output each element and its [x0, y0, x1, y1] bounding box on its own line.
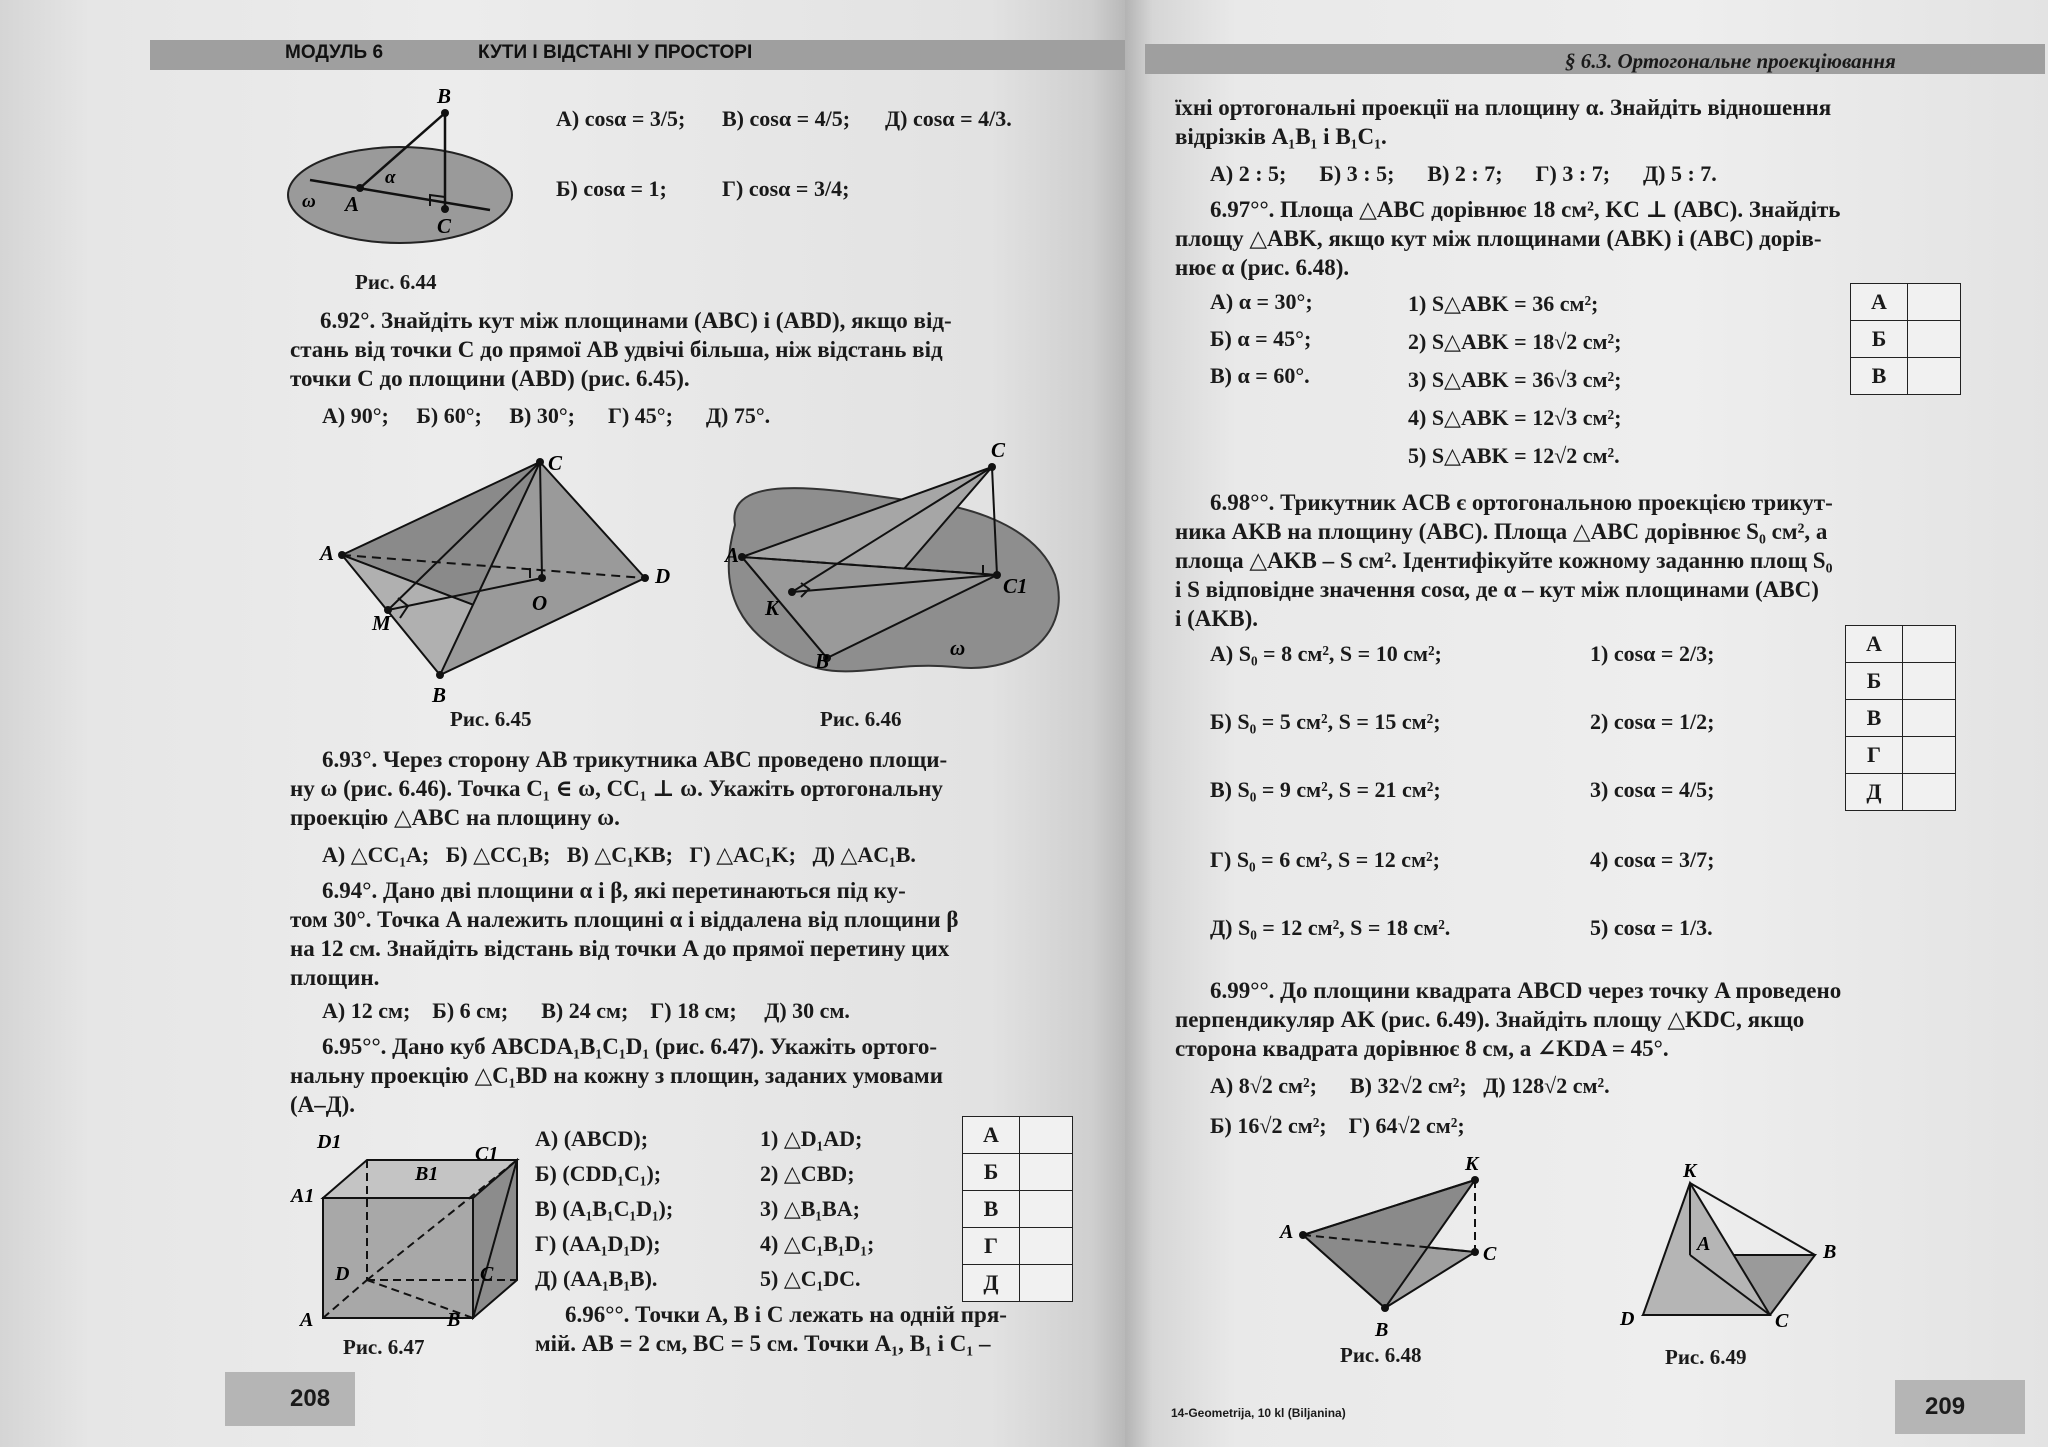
p697-line-3: нює α (рис. 6.48).: [1175, 255, 1350, 280]
p698-table-letter: Б: [1846, 663, 1903, 700]
opt-644-b: Б) cosα = 1;: [556, 176, 667, 201]
fig647-label-c1: C1: [475, 1143, 499, 1165]
figure-6-46: [705, 438, 1080, 685]
p697-answer-cell[interactable]: [1908, 321, 1961, 358]
fig649-label-k: K: [1683, 1160, 1697, 1182]
p697-table-letter: В: [1851, 358, 1908, 395]
fig645-label-d: D: [655, 564, 671, 588]
figure-6-48: [1280, 1150, 1545, 1341]
p695-answer-cell[interactable]: [1020, 1117, 1073, 1154]
p697-table-letter: Б: [1851, 321, 1908, 358]
p695-answer-4: 4) △C₁B₁D₁;: [760, 1231, 875, 1256]
p698-table-letter: Г: [1846, 737, 1903, 774]
p695-table-letter: А: [963, 1117, 1020, 1154]
fig647-label-b1: B1: [415, 1163, 439, 1185]
figure-6-49: [1595, 1160, 1925, 1340]
left-page-number: 208: [290, 1385, 331, 1412]
p692-line-1: 6.92°. Знайдіть кут між площинами (ABC) і (ABD), якщо від-: [320, 308, 952, 333]
p697-answer-2: 2) S△ABK = 18√2 см²;: [1408, 329, 1622, 354]
p697-answer-5: 5) S△ABK = 12√2 см².: [1408, 443, 1620, 468]
fig647-label-d1: D1: [317, 1131, 342, 1153]
fig645-label-o: O: [532, 591, 548, 615]
p695-plane-v: В) (A₁B₁C₁D₁);: [535, 1196, 674, 1221]
p698-answer-5: 5) cosα = 1/3.: [1590, 915, 1713, 940]
p698-table-letter: Д: [1846, 774, 1903, 811]
p698-answer-4: 4) cosα = 3/7;: [1590, 847, 1715, 872]
fig646-label-k: K: [765, 596, 780, 620]
fig644-label-c: C: [437, 214, 452, 238]
fig646-label-omega: ω: [950, 636, 966, 660]
p698-answer-cell[interactable]: [1903, 700, 1956, 737]
fig647-label-d: D: [335, 1263, 350, 1285]
fig644-label-a: A: [345, 192, 360, 216]
p696c-line-1: їхні ортогональні проекції на площину α. Знайдіть відношення: [1175, 95, 1832, 120]
p695-line-2: нальну проекцію △C₁BD на кожну з площин, заданих умовами: [290, 1063, 943, 1088]
p699-options-row-2: Б) 16√2 см²; Г) 64√2 см²;: [1210, 1113, 1465, 1138]
p699-line-1: 6.99°°. До площини квадрата ABCD через точку A проведено: [1210, 978, 1842, 1003]
fig644-label-omega: ω: [302, 191, 316, 212]
fig648-label-a: A: [1280, 1221, 1294, 1243]
p698-answer-cell[interactable]: [1903, 737, 1956, 774]
p695-answer-cell[interactable]: [1020, 1191, 1073, 1228]
figure-6-47: [291, 1130, 510, 1331]
right-page: [1125, 0, 2048, 1447]
p698-answer-1: 1) cosα = 2/3;: [1590, 641, 1715, 666]
opt-644-a: А) cosα = 3/5;: [556, 106, 686, 131]
p695-table-letter: Д: [963, 1265, 1020, 1302]
p696-line-1: 6.96°°. Точки A, B і C лежать на одній пря-: [565, 1302, 1007, 1327]
p695-plane-b: Б) (CDD₁C₁);: [535, 1161, 662, 1186]
p698-cond-d: Д) S₀ = 12 см², S = 18 см².: [1210, 915, 1451, 940]
p698-answer-cell[interactable]: [1903, 626, 1956, 663]
p699-line-2: перпендикуляр AK (рис. 6.49). Знайдіть площу △KDC, якщо: [1175, 1007, 1805, 1032]
p696-line-2: мій. AB = 2 см, BC = 5 см. Точки A₁, B₁ і C₁ –: [535, 1331, 991, 1356]
p695-plane-a: А) (ABCD);: [535, 1126, 649, 1151]
opt-644-g: Г) cosα = 3/4;: [722, 176, 850, 201]
footer-note: 14-Geometrija, 10 kl (Biljanina): [1171, 1406, 1346, 1420]
p698-cond-v: В) S₀ = 9 см², S = 21 см²;: [1210, 777, 1441, 802]
p696c-line-2: відрізків A₁B₁ і B₁C₁.: [1175, 124, 1387, 149]
fig646-caption: Рис. 6.46: [820, 707, 902, 731]
fig647-label-a: A: [300, 1309, 314, 1331]
opt-644-v: В) cosα = 4/5;: [722, 106, 851, 131]
fig649-label-a: A: [1697, 1233, 1711, 1255]
p698-line-3: площа △AKB – S см². Ідентифікуйте кожному заданню площ S₀: [1175, 548, 1833, 573]
p698-line-5: і (AKB).: [1175, 606, 1259, 631]
p695-answer-2: 2) △CBD;: [760, 1161, 855, 1186]
figure-6-44: [280, 85, 540, 255]
fig649-label-b: B: [1823, 1241, 1837, 1263]
fig647-caption: Рис. 6.47: [343, 1335, 425, 1359]
fig646-label-b: B: [815, 649, 830, 673]
p698-answer-table: [1845, 625, 1956, 811]
p697-cond-b: Б) α = 45°;: [1210, 326, 1312, 351]
fig648-label-c: C: [1483, 1243, 1497, 1265]
fig646-label-a: A: [725, 543, 740, 567]
p693-line-3: проекцію △ABC на площину ω.: [290, 805, 620, 830]
fig644-caption: Рис. 6.44: [355, 270, 437, 294]
p697-line-1: 6.97°°. Площа △ABC дорівнює 18 см², KC ⊥ (ABC). Знайдіть: [1210, 197, 1841, 222]
fig649-label-d: D: [1620, 1308, 1635, 1330]
p698-line-1: 6.98°°. Трикутник ACB є ортогональною проекцією трикут-: [1210, 490, 1833, 515]
right-page-number: 209: [1925, 1393, 1966, 1420]
section-title: § 6.3. Ортогональне проекціювання: [1565, 49, 1896, 73]
p695-answer-3: 3) △B₁BA;: [760, 1196, 860, 1221]
p697-table-letter: А: [1851, 284, 1908, 321]
p698-answer-2: 2) cosα = 1/2;: [1590, 709, 1715, 734]
fig644-label-b: B: [437, 84, 452, 108]
p695-answer-table: [962, 1116, 1073, 1302]
p699-options-row-1: А) 8√2 см²; В) 32√2 см²; Д) 128√2 см².: [1210, 1073, 1610, 1098]
p697-line-2: площу △ABK, якщо кут між площинами (ABK) і (ABC) дорів-: [1175, 226, 1822, 251]
p697-answer-cell[interactable]: [1908, 358, 1961, 395]
p694-line-1: 6.94°. Дано дві площини α і β, які перетинаються під ку-: [322, 878, 906, 903]
p697-cond-a: А) α = 30°;: [1210, 289, 1313, 314]
fig647-label-c: C: [480, 1263, 494, 1285]
p696-options: А) 2 : 5; Б) 3 : 5; В) 2 : 7; Г) 3 : 7; Д) 5 : 7.: [1210, 161, 1717, 186]
fig649-caption: Рис. 6.49: [1665, 1345, 1747, 1369]
p693-options: А) △CC₁A; Б) △CC₁B; В) △C₁KB; Г) △AC₁K; Д) △AC₁B.: [322, 842, 916, 867]
p695-answer-cell[interactable]: [1020, 1154, 1073, 1191]
fig645-label-m: M: [372, 611, 391, 635]
p699-line-3: сторона квадрата дорівнює 8 см, а ∠KDA = 45°.: [1175, 1036, 1669, 1061]
p697-answer-1: 1) S△ABK = 36 см²;: [1408, 291, 1599, 316]
p697-answer-3: 3) S△ABK = 36√3 см²;: [1408, 367, 1622, 392]
p698-table-letter: А: [1846, 626, 1903, 663]
fig647-label-a1: A1: [291, 1185, 315, 1207]
opt-644-d: Д) cosα = 4/3.: [885, 106, 1012, 131]
p698-answer-cell[interactable]: [1903, 774, 1956, 811]
fig647-label-b: B: [447, 1309, 461, 1331]
p697-answer-4: 4) S△ABK = 12√3 см²;: [1408, 405, 1622, 430]
p695-plane-g: Г) (AA₁D₁D);: [535, 1231, 661, 1256]
p697-answer-cell[interactable]: [1908, 284, 1961, 321]
p698-cond-b: Б) S₀ = 5 см², S = 15 см²;: [1210, 709, 1441, 734]
fig644-label-alpha: α: [385, 167, 396, 188]
p695-answer-cell[interactable]: [1020, 1265, 1073, 1302]
fig645-label-b: B: [432, 683, 447, 707]
module-label: МОДУЛЬ 6: [285, 42, 384, 63]
p692-line-2: стань від точки C до прямої AB удвічі більша, ніж відстань від: [290, 337, 943, 362]
fig645-label-c: C: [548, 451, 563, 475]
p698-line-2: ника AKB на площину (ABC). Площа △ABC дорівнює S₀ см², а: [1175, 519, 1828, 544]
p698-answer-3: 3) cosα = 4/5;: [1590, 777, 1715, 802]
p693-line-1: 6.93°. Через сторону AB трикутника ABC проведено площи-: [322, 747, 948, 772]
fig648-label-k: K: [1465, 1153, 1479, 1175]
module-title: КУТИ І ВІДСТАНІ У ПРОСТОРІ: [478, 42, 753, 63]
p694-line-4: площин.: [290, 965, 380, 990]
p695-answer-5: 5) △C₁DC.: [760, 1266, 861, 1291]
p698-cond-a: А) S₀ = 8 см², S = 10 см²;: [1210, 641, 1442, 666]
p695-answer-1: 1) △D₁AD;: [760, 1126, 863, 1151]
fig645-caption: Рис. 6.45: [450, 707, 532, 731]
p692-options: А) 90°; Б) 60°; В) 30°; Г) 45°; Д) 75°.: [322, 403, 771, 428]
p695-table-letter: В: [963, 1191, 1020, 1228]
p697-answer-table: [1850, 283, 1961, 395]
p695-plane-d: Д) (AA₁B₁B).: [535, 1266, 658, 1291]
p697-cond-v: В) α = 60°.: [1210, 363, 1310, 388]
p698-answer-cell[interactable]: [1903, 663, 1956, 700]
p695-line-3: (А–Д).: [290, 1092, 356, 1117]
fig648-caption: Рис. 6.48: [1340, 1343, 1422, 1367]
p695-table-letter: Б: [963, 1154, 1020, 1191]
fig648-label-b: B: [1375, 1319, 1389, 1341]
p698-line-4: і S відповідне значення cosα, де α – кут між площинами (ABC): [1175, 577, 1819, 602]
fig649-label-c: C: [1775, 1310, 1789, 1332]
figure-6-45: [320, 450, 700, 707]
p698-cond-g: Г) S₀ = 6 см², S = 12 см²;: [1210, 847, 1440, 872]
p694-options: А) 12 см; Б) 6 см; В) 24 см; Г) 18 см; Д) 30 см.: [322, 998, 850, 1023]
p693-line-2: ну ω (рис. 6.46). Точка C₁ ∈ ω, CC₁ ⊥ ω. Укажіть ортогональну: [290, 776, 943, 801]
p695-answer-cell[interactable]: [1020, 1228, 1073, 1265]
p694-line-3: на 12 см. Знайдіть відстань від точки A до прямої перетину цих: [290, 936, 950, 961]
fig646-label-c: C: [991, 438, 1006, 462]
p692-line-3: точки C до площини (ABD) (рис. 6.45).: [290, 366, 690, 391]
fig646-label-c1: C1: [1003, 574, 1028, 598]
fig645-label-a: A: [320, 541, 335, 565]
p695-table-letter: Г: [963, 1228, 1020, 1265]
p695-line-1: 6.95°°. Дано куб ABCDA₁B₁C₁D₁ (рис. 6.47). Укажіть ортого-: [322, 1034, 938, 1059]
p698-table-letter: В: [1846, 700, 1903, 737]
p694-line-2: том 30°. Точка A належить площині α і віддалена від площини β: [290, 907, 959, 932]
